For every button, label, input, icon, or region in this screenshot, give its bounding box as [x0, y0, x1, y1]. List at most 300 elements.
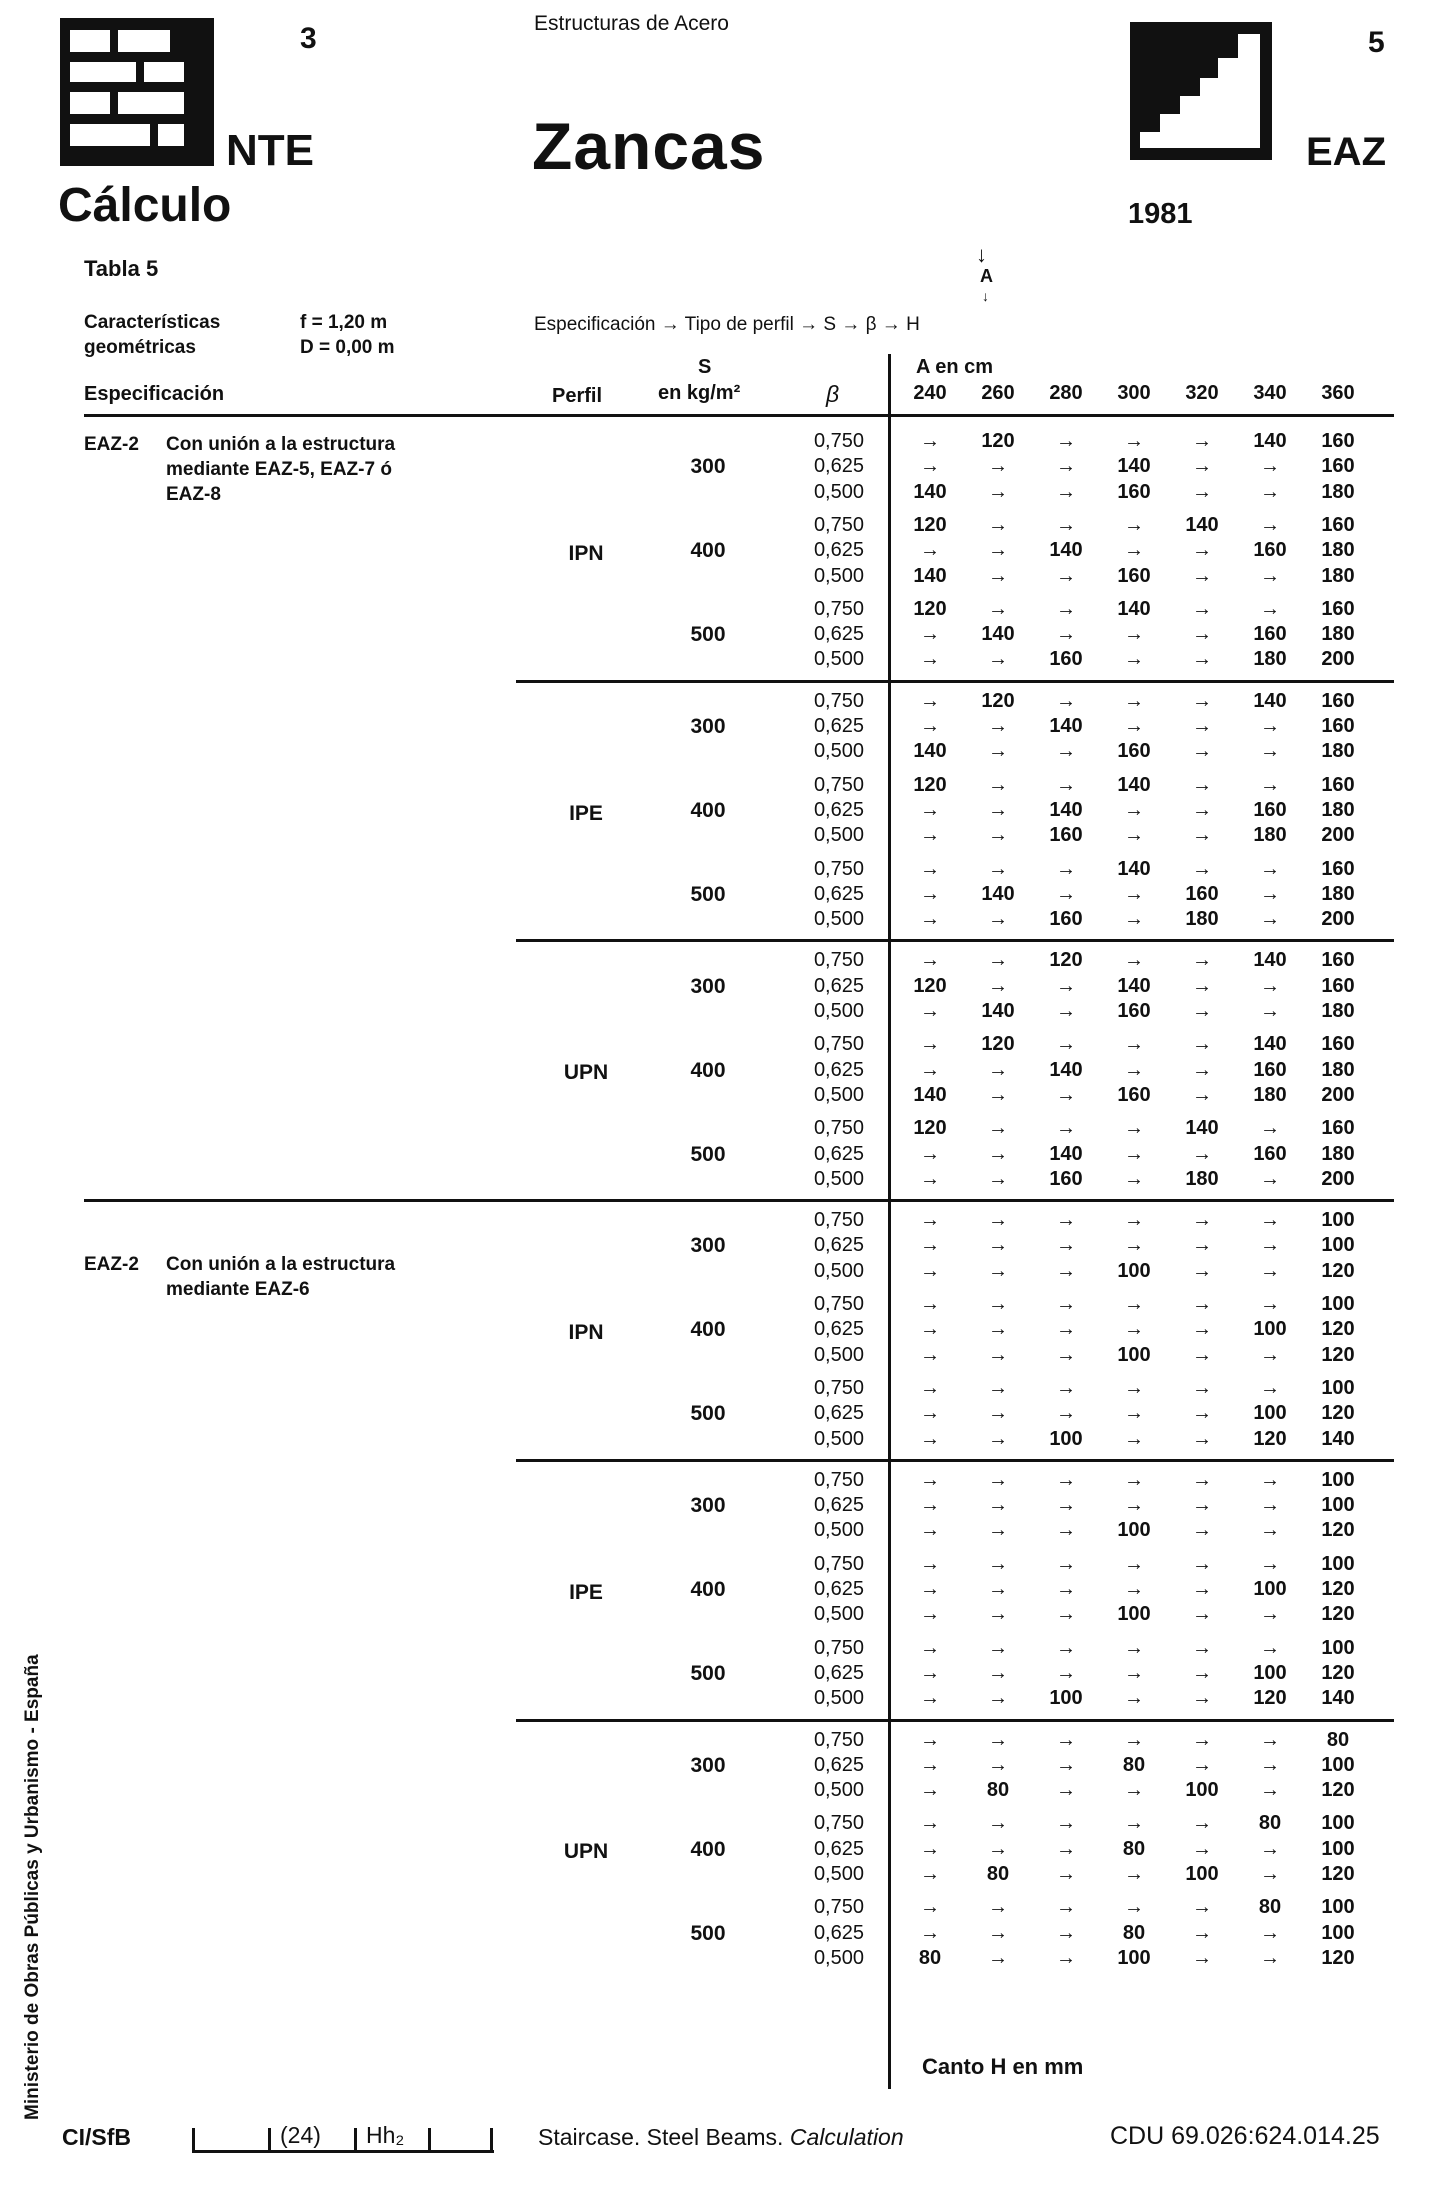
- s-value: 500: [690, 1402, 726, 1426]
- table-cell: →: [988, 1083, 1008, 1106]
- table-cell: 120: [1321, 1343, 1355, 1366]
- table-cell: 180: [1185, 908, 1219, 931]
- beta-value: 0,625: [813, 1402, 864, 1425]
- table-cell: 100: [1049, 1687, 1083, 1710]
- table-cell: 140: [1253, 689, 1287, 712]
- table-cell: 100: [1117, 1519, 1151, 1542]
- table-cell: →: [1056, 1603, 1076, 1626]
- table-cell: 160: [1321, 857, 1355, 880]
- beta-value: 0,750: [813, 1552, 864, 1575]
- table-cell: 180: [1321, 882, 1355, 905]
- table-cell: →: [1260, 564, 1280, 587]
- table-cell: →: [1124, 1661, 1144, 1684]
- table-cell: →: [1056, 1318, 1076, 1341]
- table-cell: →: [920, 908, 940, 931]
- table-cell: →: [1124, 689, 1144, 712]
- table-cell: 140: [913, 1083, 947, 1106]
- footer-tick-2: [268, 2128, 271, 2152]
- perfil-label: IPN: [568, 1320, 604, 1344]
- beta-value: 0,625: [813, 1661, 864, 1684]
- table-cell: →: [920, 1753, 940, 1776]
- table-cell: 200: [1321, 1167, 1355, 1190]
- table-cell: →: [920, 1519, 940, 1542]
- beta-value: 0,500: [813, 480, 864, 503]
- spec-line-2a: Con unión a la estructura: [166, 1254, 396, 1275]
- table-cell: →: [1056, 1636, 1076, 1659]
- table-cell: →: [1124, 1896, 1144, 1919]
- table-cell: →: [1192, 715, 1212, 737]
- year-label: 1981: [1128, 198, 1193, 230]
- table-cell: 120: [913, 974, 947, 997]
- footer-tick-3: [354, 2128, 357, 2152]
- beta-value: 0,625: [813, 715, 864, 737]
- table-cell: →: [1124, 648, 1144, 671]
- beta-value: 0,500: [813, 1167, 864, 1190]
- beta-value: 0,750: [813, 1033, 864, 1056]
- table-cell: →: [920, 1343, 940, 1366]
- beta-value: 0,625: [813, 1058, 864, 1081]
- table-cell: →: [988, 1687, 1008, 1710]
- table-cell: →: [1192, 1687, 1212, 1710]
- table-cell: →: [1192, 564, 1212, 587]
- table-cell: →: [1192, 1142, 1212, 1165]
- table-cell: 120: [1321, 1259, 1355, 1282]
- table-cell: →: [1192, 1343, 1212, 1366]
- table-cell: 80: [1122, 1837, 1146, 1860]
- table-cell: 100: [1321, 1753, 1355, 1776]
- table-cell: 160: [1321, 597, 1355, 620]
- table-cell: →: [1124, 1779, 1144, 1802]
- table-cell: →: [1192, 1494, 1212, 1517]
- table-cell: →: [1056, 1578, 1076, 1600]
- table-cell: →: [988, 1921, 1008, 1944]
- table-cell: →: [920, 882, 940, 905]
- table-cell: →: [988, 949, 1008, 972]
- characteristics-label-2: geométricas: [84, 337, 196, 358]
- table-cell: 140: [1253, 949, 1287, 972]
- table-cell: →: [920, 857, 940, 880]
- table-cell: 160: [1253, 1058, 1287, 1081]
- table-cell: →: [1260, 773, 1280, 796]
- beta-value: 0,750: [813, 1209, 864, 1232]
- table-cell: 180: [1321, 564, 1355, 587]
- table-cell: 100: [1253, 1578, 1287, 1600]
- table-cell: →: [920, 1293, 940, 1315]
- table-cell: 120: [913, 597, 947, 620]
- s-value: 300: [690, 1234, 726, 1258]
- a-column-header: 360: [1321, 382, 1355, 404]
- table-cell: →: [1056, 1921, 1076, 1944]
- table-cell: →: [1192, 1578, 1212, 1600]
- table-cell: →: [920, 1896, 940, 1919]
- table-cell: →: [1192, 1209, 1212, 1232]
- table-cell: →: [920, 689, 940, 712]
- table-cell: →: [1056, 773, 1076, 796]
- table-cell: →: [988, 1753, 1008, 1776]
- group-rule: [516, 1719, 1394, 1722]
- table-cell: →: [1056, 1033, 1076, 1056]
- s-value: 400: [690, 1837, 726, 1861]
- table-cell: →: [988, 1427, 1008, 1450]
- table-cell: →: [1124, 1376, 1144, 1399]
- table-cell: →: [1124, 1427, 1144, 1450]
- table-cell: →: [1192, 1728, 1212, 1751]
- table-cell: 100: [1321, 1812, 1355, 1835]
- page-number-right: 5: [1368, 26, 1385, 59]
- table-cell: 160: [1049, 648, 1083, 671]
- table-cell: →: [1260, 1946, 1280, 1969]
- table-cell: 180: [1321, 1058, 1355, 1081]
- table-cell: →: [1056, 1293, 1076, 1315]
- table-cell: 140: [1117, 857, 1151, 880]
- beta-value: 0,625: [813, 798, 864, 821]
- table-cell: 100: [1253, 1318, 1287, 1341]
- flow-a-label: A: [980, 266, 993, 286]
- table-cell: 100: [1321, 1209, 1355, 1232]
- table-cell: →: [1260, 1259, 1280, 1282]
- table-cell: 80: [1326, 1728, 1350, 1751]
- table-cell: →: [988, 1402, 1008, 1425]
- table-cell: →: [988, 1293, 1008, 1315]
- footer-english: [538, 2124, 904, 2151]
- beta-value: 0,750: [813, 689, 864, 712]
- table-cell: →: [1192, 1259, 1212, 1282]
- table-cell: →: [988, 1234, 1008, 1257]
- table-cell: →: [1260, 1167, 1280, 1190]
- table-cell: 120: [1321, 1578, 1355, 1600]
- table-cell: 200: [1321, 1083, 1355, 1106]
- table-cell: →: [920, 1779, 940, 1802]
- table-cell: →: [988, 1494, 1008, 1517]
- table-cell: →: [988, 1636, 1008, 1659]
- table-cell: →: [1260, 1209, 1280, 1232]
- table-cell: 120: [1253, 1687, 1287, 1710]
- table-cell: →: [988, 1058, 1008, 1081]
- beta-value: 0,750: [813, 1636, 864, 1659]
- table-cell: 140: [981, 623, 1015, 646]
- table-cell: →: [1260, 1117, 1280, 1140]
- table-cell: 160: [1321, 949, 1355, 972]
- table-cell: 180: [1253, 648, 1287, 671]
- table-cell: →: [1056, 1896, 1076, 1919]
- table-cell: →: [1260, 455, 1280, 478]
- footer-tick-1: [192, 2128, 195, 2152]
- table-cell: 100: [1049, 1427, 1083, 1450]
- table-cell: →: [988, 1142, 1008, 1165]
- table-cell: 200: [1321, 648, 1355, 671]
- table-cell: →: [920, 824, 940, 847]
- table-cell: →: [1056, 1837, 1076, 1860]
- characteristic-d: D = 0,00 m: [300, 337, 395, 358]
- beta-value: 0,750: [813, 597, 864, 620]
- table-cell: →: [988, 1259, 1008, 1282]
- table-cell: →: [988, 824, 1008, 847]
- table-cell: →: [1124, 1117, 1144, 1140]
- characteristics-label-1: Características: [84, 312, 221, 333]
- beta-value: 0,750: [813, 773, 864, 796]
- table-cell: 160: [1321, 773, 1355, 796]
- beta-value: 0,500: [813, 1427, 864, 1450]
- table-cell: 100: [1321, 1293, 1355, 1315]
- table-cell: →: [988, 773, 1008, 796]
- beta-value: 0,750: [813, 1376, 864, 1399]
- table-cell: →: [1124, 1234, 1144, 1257]
- table-cell: →: [920, 648, 940, 671]
- table-cell: 140: [1049, 715, 1083, 737]
- table-cell: 160: [1253, 623, 1287, 646]
- s-value: 500: [690, 882, 726, 906]
- table-cell: 120: [981, 689, 1015, 712]
- table-cell: →: [988, 455, 1008, 478]
- table-cell: →: [988, 1728, 1008, 1751]
- category-label: Estructuras de Acero: [534, 12, 729, 35]
- beta-value: 0,500: [813, 564, 864, 587]
- table-cell: →: [1260, 1728, 1280, 1751]
- table-cell: →: [920, 1552, 940, 1575]
- table-cell: 100: [1321, 1494, 1355, 1517]
- spec-line-1b: mediante EAZ-5, EAZ-7 ó: [166, 459, 392, 480]
- table-cell: 80: [986, 1863, 1010, 1885]
- table-cell: →: [1260, 908, 1280, 931]
- table-cell: →: [920, 430, 940, 452]
- table-cell: →: [988, 857, 1008, 880]
- table-cell: →: [988, 1946, 1008, 1969]
- table-cell: →: [920, 1837, 940, 1860]
- table-cell: →: [1260, 1837, 1280, 1860]
- table-cell: 160: [1117, 1083, 1151, 1106]
- table-cell: 100: [1321, 1376, 1355, 1399]
- table-cell: 140: [913, 480, 947, 503]
- table-cell: 100: [1117, 1946, 1151, 1969]
- beta-value: 0,625: [813, 539, 864, 562]
- table-cell: 180: [1321, 480, 1355, 503]
- s-value: 400: [690, 798, 726, 822]
- table-cell: →: [1056, 430, 1076, 452]
- table-cell: 160: [1117, 564, 1151, 587]
- table-cell: →: [920, 1728, 940, 1751]
- footer-cdu: CDU 69.026:624.014.25: [1110, 2122, 1380, 2150]
- s-value: 300: [690, 1753, 726, 1777]
- table-cell: →: [988, 1603, 1008, 1626]
- table-cell: 140: [981, 1000, 1015, 1022]
- table-cell: →: [1056, 1000, 1076, 1022]
- table-cell: 140: [1117, 974, 1151, 997]
- table-cell: →: [1124, 1142, 1144, 1165]
- table-cell: →: [1260, 1636, 1280, 1659]
- table-cell: →: [1056, 1468, 1076, 1491]
- page-number-left: 3: [300, 22, 317, 55]
- table-cell: →: [1056, 740, 1076, 763]
- s-value: 500: [690, 1661, 726, 1685]
- table-cell: →: [988, 1519, 1008, 1542]
- column-s-unit: en kg/m²: [658, 382, 741, 404]
- table-cell: →: [1056, 597, 1076, 620]
- footer-code-box: [192, 2122, 494, 2153]
- spec-line-2b: mediante EAZ-6: [166, 1279, 310, 1300]
- table-cell: →: [1056, 480, 1076, 503]
- table-cell: →: [920, 1578, 940, 1600]
- table-cell: 140: [913, 564, 947, 587]
- table-cell: 100: [1321, 1552, 1355, 1575]
- beta-value: 0,500: [813, 824, 864, 847]
- table-cell: →: [1192, 1293, 1212, 1315]
- spec-line-1a: Con unión a la estructura: [166, 434, 396, 455]
- table-cell: →: [988, 1343, 1008, 1366]
- table-cell: →: [1056, 1519, 1076, 1542]
- table-cell: →: [920, 1209, 940, 1232]
- table-cell: →: [1192, 539, 1212, 562]
- beta-value: 0,625: [813, 623, 864, 646]
- table-cell: 80: [1258, 1896, 1282, 1919]
- table-cell: 200: [1321, 824, 1355, 847]
- table-cell: →: [988, 1578, 1008, 1600]
- table-cell: →: [988, 1552, 1008, 1575]
- table-cell: 120: [1253, 1427, 1287, 1450]
- beta-value: 0,625: [813, 1234, 864, 1257]
- table-cell: →: [1192, 798, 1212, 821]
- table-cell: →: [1260, 1293, 1280, 1315]
- table-cell: →: [1056, 513, 1076, 536]
- table-cell: →: [1260, 882, 1280, 905]
- table-cell: 100: [1321, 1468, 1355, 1491]
- table-cell: →: [1260, 1234, 1280, 1257]
- table-cell: 100: [1117, 1603, 1151, 1626]
- beta-value: 0,750: [813, 857, 864, 880]
- beta-value: 0,625: [813, 882, 864, 905]
- table-cell: →: [1056, 564, 1076, 587]
- a-column-header: 320: [1185, 382, 1219, 404]
- s-value: 400: [690, 1318, 726, 1342]
- table-cell: →: [1056, 974, 1076, 997]
- table-cell: →: [1192, 1837, 1212, 1860]
- table-cell: →: [1192, 1552, 1212, 1575]
- eaz-logo: [1130, 22, 1272, 160]
- table-cell: 140: [1253, 430, 1287, 452]
- table-cell: 140: [1253, 1033, 1287, 1056]
- table-cell: →: [1192, 623, 1212, 646]
- flow-description: Especificación → Tipo de perfil → S → β → H: [534, 314, 920, 335]
- table-cell: 100: [1321, 1234, 1355, 1257]
- table-cell: →: [1056, 1753, 1076, 1776]
- table-cell: →: [988, 1167, 1008, 1190]
- table-cell: →: [1192, 1376, 1212, 1399]
- table-cell: →: [988, 480, 1008, 503]
- table-cell: →: [1260, 597, 1280, 620]
- table-cell: 160: [1321, 689, 1355, 712]
- table-cell: 140: [1321, 1687, 1355, 1710]
- table-cell: 180: [1321, 798, 1355, 821]
- table-cell: →: [988, 1468, 1008, 1491]
- table-cell: →: [1260, 1863, 1280, 1885]
- perfil-label: IPE: [569, 1580, 603, 1604]
- beta-value: 0,500: [813, 908, 864, 931]
- table-cell: 160: [1321, 715, 1355, 737]
- table-cell: →: [1124, 1687, 1144, 1710]
- beta-value: 0,500: [813, 1779, 864, 1802]
- table-cell: 180: [1321, 623, 1355, 646]
- table-cell: →: [988, 798, 1008, 821]
- table-cell: 120: [913, 1117, 947, 1140]
- beta-value: 0,500: [813, 1603, 864, 1626]
- beta-value: 0,750: [813, 513, 864, 536]
- table-cell: 180: [1321, 1000, 1355, 1022]
- table-cell: 180: [1185, 1167, 1219, 1190]
- a-column-header: 240: [913, 382, 947, 404]
- beta-value: 0,500: [813, 1946, 864, 1969]
- table-cell: →: [1124, 715, 1144, 737]
- table-cell: →: [988, 539, 1008, 562]
- beta-value: 0,750: [813, 430, 864, 452]
- perfil-label: IPN: [568, 541, 604, 565]
- a-column-header: 280: [1049, 382, 1083, 404]
- group-rule: [84, 1199, 1394, 1202]
- table-cell: 100: [1117, 1343, 1151, 1366]
- table-cell: →: [920, 1058, 940, 1081]
- table-cell: 120: [981, 430, 1015, 452]
- table-cell: →: [988, 1376, 1008, 1399]
- table-cell: 80: [1122, 1921, 1146, 1944]
- table-cell: →: [1056, 882, 1076, 905]
- table-cell: →: [1124, 882, 1144, 905]
- header-rule: [84, 414, 1394, 417]
- nte-logo: [60, 18, 214, 166]
- table-cell: →: [1192, 1058, 1212, 1081]
- table-cell: →: [1056, 1402, 1076, 1425]
- table-cell: 100: [1321, 1837, 1355, 1860]
- table-cell: 120: [1321, 1519, 1355, 1542]
- table-cell: →: [1192, 1468, 1212, 1491]
- perfil-label: IPE: [569, 801, 603, 825]
- table-cell: →: [1056, 1494, 1076, 1517]
- table-cell: →: [1056, 1259, 1076, 1282]
- beta-value: 0,625: [813, 974, 864, 997]
- table-cell: 100: [1321, 1636, 1355, 1659]
- s-value: 300: [690, 1494, 726, 1518]
- table-cell: →: [988, 1209, 1008, 1232]
- table-cell: →: [1056, 1552, 1076, 1575]
- table-cell: →: [1124, 798, 1144, 821]
- table-cell: →: [988, 1117, 1008, 1140]
- a-column-header: 260: [981, 382, 1015, 404]
- table-cell: 160: [1321, 1033, 1355, 1056]
- group-rule: [516, 680, 1394, 683]
- table-cell: →: [1260, 480, 1280, 503]
- table-cell: 100: [1185, 1779, 1219, 1802]
- table-cell: 120: [1321, 1779, 1355, 1802]
- table-cell: →: [1124, 623, 1144, 646]
- beta-value: 0,625: [813, 1494, 864, 1517]
- table-cell: 180: [1321, 1142, 1355, 1165]
- column-s-symbol: S: [698, 356, 712, 378]
- table-cell: →: [1192, 455, 1212, 478]
- table-cell: 180: [1321, 740, 1355, 763]
- table-label: Tabla 5: [84, 256, 159, 281]
- table-cell: →: [1124, 1293, 1144, 1315]
- table-cell: →: [1056, 1661, 1076, 1684]
- table-cell: →: [1124, 1812, 1144, 1835]
- table-cell: →: [920, 1234, 940, 1257]
- table-cell: →: [1260, 1603, 1280, 1626]
- table-cell: 140: [1117, 773, 1151, 796]
- table-cell: →: [1056, 1083, 1076, 1106]
- beta-value: 0,750: [813, 1728, 864, 1751]
- table-cell: →: [1192, 1427, 1212, 1450]
- table-cell: →: [1192, 597, 1212, 620]
- beta-value: 0,625: [813, 1753, 864, 1776]
- footer-english-italic: Calculation: [789, 2124, 904, 2150]
- table-cell: →: [920, 1427, 940, 1450]
- table-cell: →: [1124, 824, 1144, 847]
